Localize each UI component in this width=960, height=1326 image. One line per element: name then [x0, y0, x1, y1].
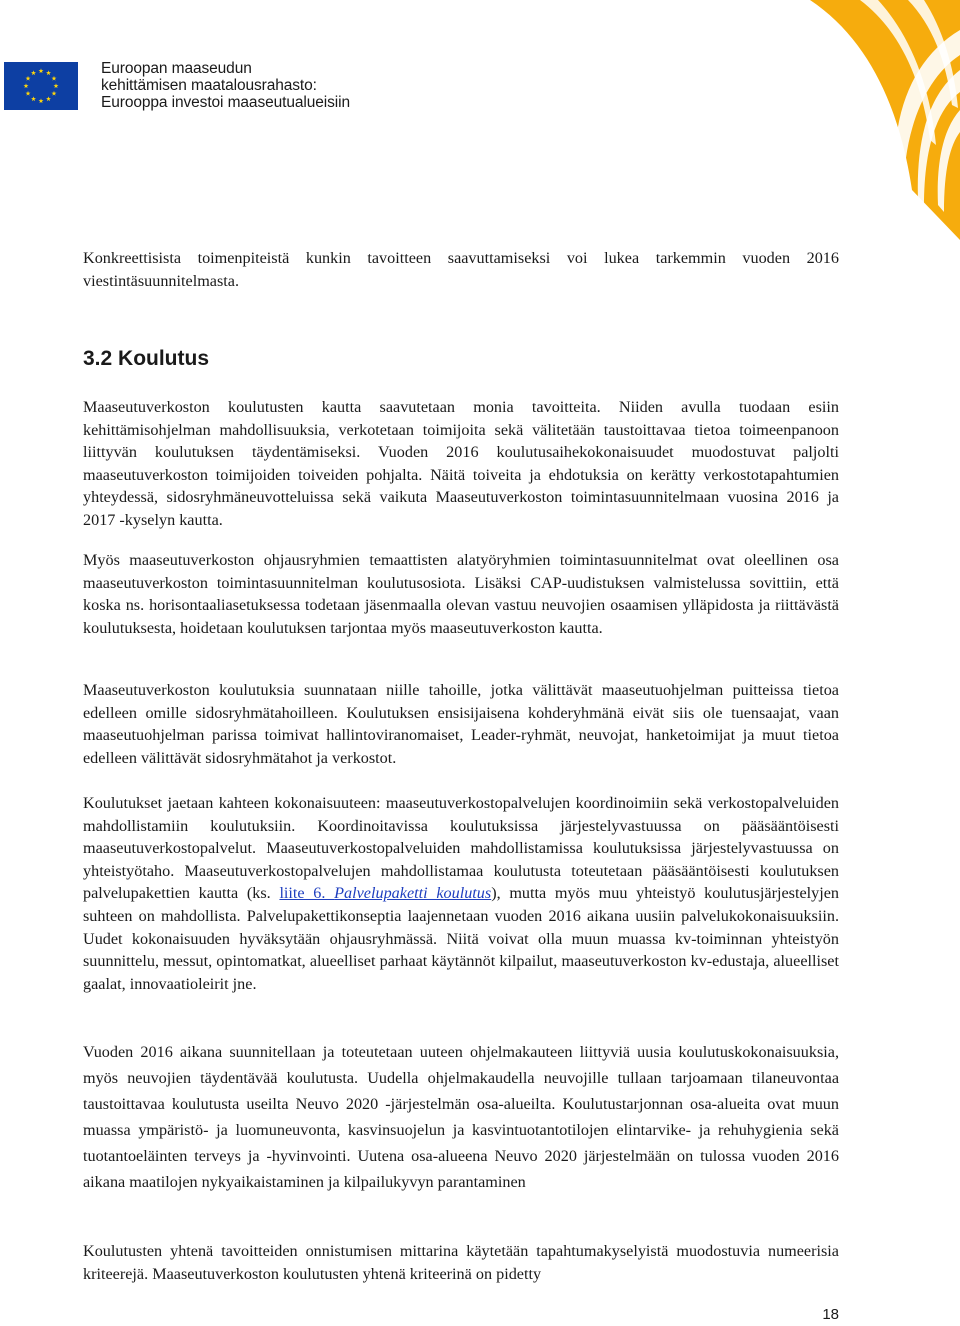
appendix-link[interactable] — [279, 884, 491, 902]
page-number: 18 — [822, 1306, 839, 1323]
eu-fund-text — [101, 60, 350, 111]
eu-flag-icon — [4, 62, 78, 110]
eu-fund-line-3: Eurooppa investoi maaseutualueisiin — [101, 94, 350, 111]
eu-fund-line-2: kehittämisen maatalousrahasto: — [101, 77, 317, 94]
eu-fund-line-1: Euroopan maaseudun — [101, 60, 252, 77]
paragraph-6: Koulutusten yhtenä tavoitteiden onnistumisen mittarina käytetään tapahtumakyselyistä muodostuvia numeerisia kriteerejä. Maaseutuverkoston koulutusten yhtenä kriteerinä on pidetty — [83, 1242, 839, 1283]
paragraph-1: Maaseutuverkoston koulutusten kautta saavutetaan monia tavoitteita. Niiden avulla tuodaan esiin kehittämisohjelman mahdollisuuksia, verkotetaan toimijoita sekä välitetään taustoittavaa tietoa toimeenpanoon liittyvän koulutuksen täydentämiseksi. Vuoden 2016 koulutusaihekokonaisuudet muodostuvat paljolti maaseutuverkoston toimijoiden toiveiden pohjalta. Näitä toiveita ja ehdotuksia on kerätty verkostotapahtumien yhteydessä, sidosryhmäneuvotteluissa sekä vaikuta Maaseutuverkoston toimintasuunnitelmaan vuosina 2016 ja 2017 -kyselyn kautta. — [83, 398, 839, 529]
paragraph-2: Myös maaseutuverkoston ohjausryhmien temaattisten alatyöryhmien toimintasuunnitelmat ovat oleellinen osa maaseutuverkoston toimintasuunnitelman koulutusosiota. Lisäksi CAP-uudistuksen valmistelussa sovittiin, että koska ns. horisontaaliasetuksessa todetaan jäsenmaalla olevan vastuu neuvojien osaamisen ylläpidosta ja riittävästä koulutuksesta, hoidetaan koulutuksen tarjontaa myös maaseutuverkoston kautta. — [83, 551, 839, 637]
paragraph-5: Vuoden 2016 aikana suunnitellaan ja toteutetaan uuteen ohjelmakauteen liittyviä uusia koulutuskokonaisuuksia, myös neuvojien täydentävää koulutusta. Uudella ohjelmakaudella neuvojille tullaan tarjoamaan tilaneuvontaa taustoittavaa koulutusta useilta Neuvo 2020 -järjestelmän osa-alueilta. Koulutustarjonnan osa-alueita ovat muun muassa ympäristö- ja luomuneuvonta, kasvinsuojelun ja kasvintuotantotilojen elintarvike- ja rehuhygienia sekä tuotantoeläinten terveys ja -hyvinvointi. Uutena osa-alueena Neuvo 2020 järjestelmään on tulossa vuoden 2016 aikana maatilojen nykyaikaistaminen ja kilpailukyvyn parantaminen — [83, 1043, 839, 1191]
intro-paragraph: Konkreettisista toimenpiteistä kunkin tavoitteen saavuttamiseksi voi lukea tarkemmin vuoden 2016 viestintäsuunnitelmasta. — [83, 249, 839, 290]
orange-swirl-logo — [660, 0, 960, 240]
appendix-link-title: Palvelupaketti koulutus — [334, 884, 492, 903]
eu-fund-header — [4, 60, 404, 116]
paragraph-4 — [83, 792, 839, 995]
appendix-link-prefix: liite 6. — [279, 884, 335, 903]
paragraph-4-start: Koulutukset jaetaan kahteen kokonaisuuteen: maaseutuverkostopalvelujen koordinoimiin sekä verkostopalveluiden mahdollistamiin koulutuksiin. Koordinoitavissa koulutuksissa järjestelyvastuussa on pääsääntöisesti maaseutuverkostopalvelut. Maaseutuverkostopalveluiden mahdollistamissa koulutuksissa järjestelyvastuussa on yhteistyötaho. Maaseutuverkostopalvelujen mahdollistamaa koulutusta toteutetaan pääsääntöisesti koulutuksen palvelupakettien kautta (ks. — [83, 794, 839, 903]
paragraph-3: Maaseutuverkoston koulutuksia suunnataan niille tahoille, jotka välittävät maaseutuohjelman puitteissa tietoa edelleen omille sidosryhmätahoilleen. Koulutuksen ensisijaisena kohderyhmänä eivät siis ole tuensaajat, vaan maaseutuohjelman parissa toimivat hallintoviranomaiset, Leader-ryhmät, neuvojat, hanketoimijat ja muut tietoa edelleen välittävät sidosryhmätahot ja verkostot. — [83, 681, 839, 767]
paragraph-4-end: ), mutta myös muu yhteistyö koulutusjärjestelyjen suhteen on mahdollista. Palvelupakettikonseptia laajennetaan vuoden 2016 aikana uusiin palvelukokonaisuuksiin. Uudet kokonaisuuden hyväksytään ohjausryhmässä. Niitä voivat olla muun muassa kv-toiminnan yhteistyön suunnittelu, messut, opintomatkat, alueelliset parhaat käytännöt kilpailut, maaseutuverkoston kv-edustaja, alueelliset gaalat, innovaatioleirit jne. — [83, 884, 840, 993]
section-title: 3.2 Koulutus — [83, 347, 210, 370]
